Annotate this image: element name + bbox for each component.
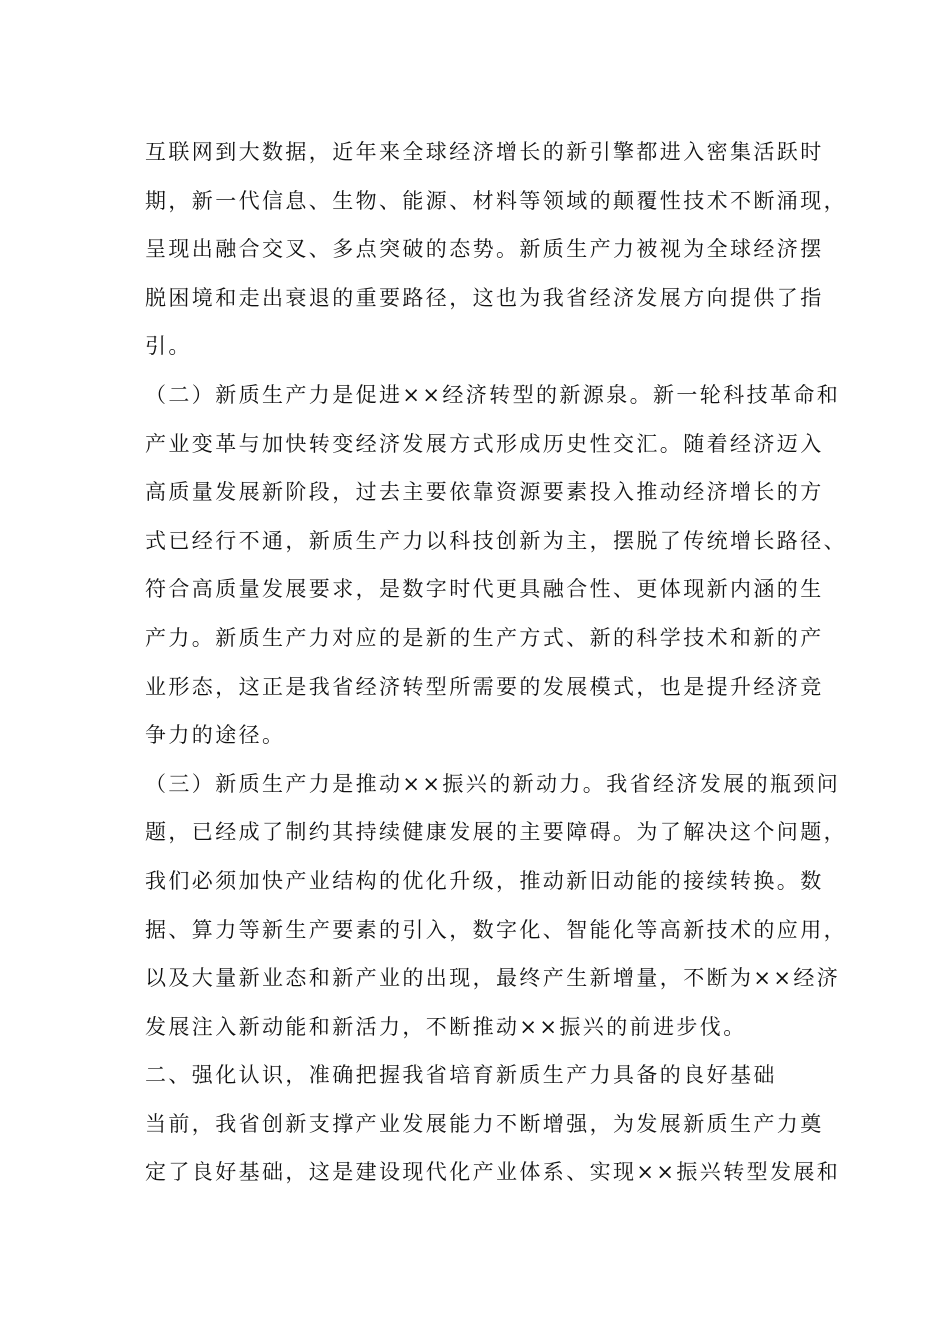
text-line: 产业变革与加快转变经济发展方式形成历史性交汇。随着经济迈入 (145, 431, 824, 456)
text-line: 产力。新质生产力对应的是新的生产方式、新的科学技术和新的产 (145, 625, 824, 650)
section-heading-2: （二）新质生产力是促进××经济转型的新源泉。新一轮科技革命和 (145, 382, 841, 407)
text-line: 符合高质量发展要求，是数字时代更具融合性、更体现新内涵的生 (145, 577, 824, 602)
text-line: 呈现出融合交叉、多点突破的态势。新质生产力被视为全球经济摆 (145, 237, 824, 262)
text-line: 脱困境和走出衰退的重要路径，这也为我省经济发展方向提供了指 (145, 285, 824, 310)
text-line: 以及大量新业态和新产业的出现，最终产生新增量，不断为××经济 (145, 966, 841, 991)
text-line: 定了良好基础，这是建设现代化产业体系、实现××振兴转型发展和 (145, 1160, 841, 1185)
section-heading-3: （三）新质生产力是推动××振兴的新动力。我省经济发展的瓶颈问 (145, 771, 841, 796)
text-line: 高质量发展新阶段，过去主要依靠资源要素投入推动经济增长的方 (145, 480, 824, 505)
text-line: 据、算力等新生产要素的引入，数字化、智能化等高新技术的应用， (145, 917, 847, 942)
text-line: 争力的途径。 (145, 723, 286, 748)
text-line: 题，已经成了制约其持续健康发展的主要障碍。为了解决这个问题， (145, 820, 847, 845)
text-line: 互联网到大数据，近年来全球经济增长的新引擎都进入密集活跃时 (145, 140, 824, 164)
chapter-heading: 二、强化认识，准确把握我省培育新质生产力具备的良好基础 (145, 1063, 777, 1088)
text-line: 式已经行不通，新质生产力以科技创新为主，摆脱了传统增长路径、 (145, 528, 847, 553)
body-text (145, 128, 847, 1197)
text-line: 期，新一代信息、生物、能源、材料等领域的颠覆性技术不断涌现， (145, 188, 847, 213)
text-line: 我们必须加快产业结构的优化升级，推动新旧动能的接续转换。数 (145, 868, 824, 893)
text-line: 当前，我省创新支撑产业发展能力不断增强，为发展新质生产力奠 (145, 1111, 824, 1136)
text-line: 引。 (145, 334, 192, 359)
text-line: 业形态，这正是我省经济转型所需要的发展模式，也是提升经济竞 (145, 674, 824, 699)
text-line: 发展注入新动能和新活力，不断推动××振兴的前进步伐。 (145, 1014, 747, 1039)
